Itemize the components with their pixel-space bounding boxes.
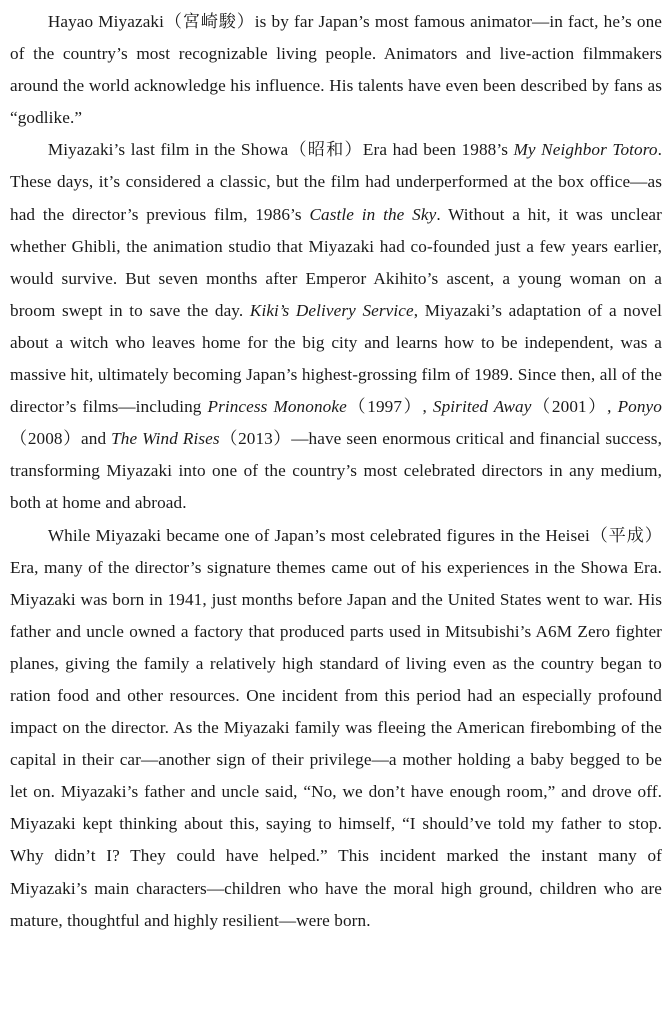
paragraph-text: . These days, it’s considered a classic, but the film had underperformed at the box office—as had the director’s previous film, 1986’s <box>10 140 663 224</box>
paragraph-text: （2013）—have seen enormous critical and financial success, transforming Miyazaki into one of the country’s most celebrated directors in any medium, both at home and abroad. <box>10 429 662 513</box>
paragraph-text: . Without a hit, it was unclear whether Ghibli, the animation studio that Miyazaki had co-founded just a few years earlier, would survive. But seven months after Emperor Akihito’s ascent, a young woman on a broom swept in to save the day. <box>10 204 662 320</box>
italic-title-text: Spirited Away <box>432 397 532 417</box>
italic-title-text: Kiki’s Delivery Service <box>249 300 414 320</box>
paragraph-text: , Miyazaki’s adaptation of a novel about a witch who leaves home for the big city and learns how to be independent, was a massive hit, ultimately becoming Japan’s highest-grossing film of 1989. Since then, all of the director’s films—including <box>10 300 662 417</box>
italic-title-text: My Neighbor Totoro <box>513 140 658 160</box>
paragraph-text: （2008）and <box>10 429 112 449</box>
paragraph-1 <box>10 6 662 134</box>
paragraph-text: Miyazaki’s last film in the Showa（昭和）Era had been 1988’s <box>47 140 514 160</box>
italic-title-text: The Wind Rises <box>111 429 220 449</box>
paragraph-text: Hayao Miyazaki（宮崎駿）is by far Japan’s most famous animator—in fact, he’s one of the country’s most recognizable living people. Animators and live-action filmmakers around the world acknowledge his influence. His talents have even been described by fans as “godlike.” <box>10 12 662 128</box>
italic-title-text: Castle in the Sky <box>309 204 437 224</box>
paragraph-text: While Miyazaki became one of Japan’s most celebrated figures in the Heisei（平成）Era, many of the director’s signature themes came out of his experiences in the Showa Era. Miyazaki was born in 1941, just months before Japan and the United States went to war. His father and uncle owned a factory that produced parts used in Mitsubishi’s A6M Zero fighter planes, giving the family a relatively high standard of living even as the country began to ration food and other resources. One incident from this period had an especially profound impact on the director. As the Miyazaki family was fleeing the American firebombing of the capital in their car—another sign of their privilege—a mother holding a baby begged to be let on. Miyazaki’s father and uncle said, “No, we don’t have enough room,” and drove off. Miyazaki kept thinking about this, saying to himself, “I should’ve told my father to stop. Why didn’t I? They could have helped.” This incident marked the instant many of Miyazaki’s main characters—children who have the moral high ground, children who are mature, thoughtful and highly resilient—were born. <box>10 525 662 930</box>
italic-title-text: Princess Mononoke <box>207 397 347 417</box>
paragraph-text: （2001）, <box>531 397 618 417</box>
italic-title-text: Ponyo <box>617 397 662 417</box>
paragraph-3 <box>10 520 662 937</box>
paragraph-2 <box>10 134 662 519</box>
paragraph-text: （1997）, <box>346 397 433 417</box>
